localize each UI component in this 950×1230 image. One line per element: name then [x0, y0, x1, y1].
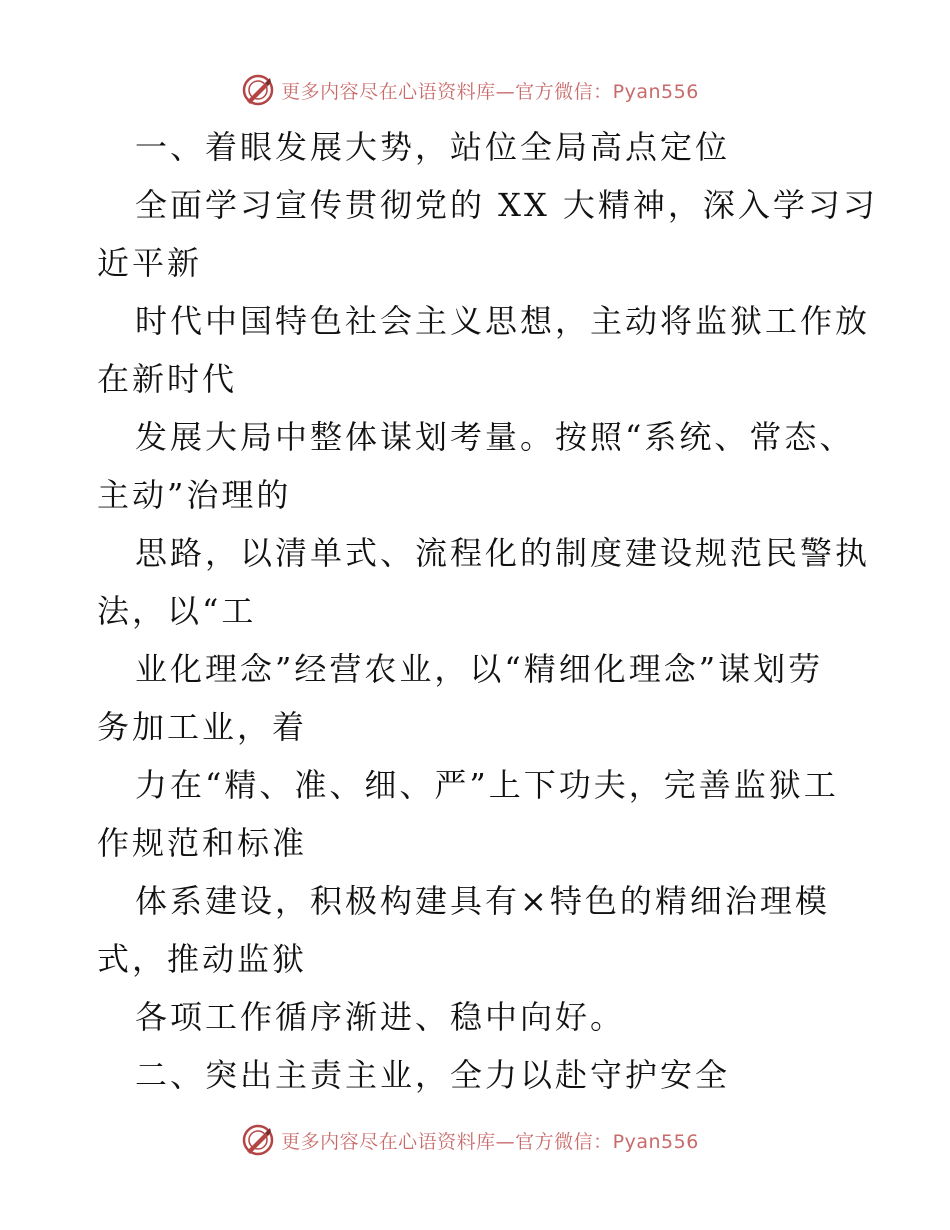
body-line: 力在“精、准、细、严”上下功夫，完善监狱工 — [135, 766, 839, 804]
body-line: 体系建设，积极构建具有×特色的精细治理模 — [135, 882, 830, 920]
footer-banner-inner — [241, 1123, 699, 1157]
body-line: 务加工业，着 — [97, 708, 308, 746]
header-banner-text: 更多内容尽在心语资料库—官方微信：Pyan556 — [281, 80, 699, 103]
body-line: 近平新 — [97, 244, 203, 282]
seal-pen-logo-icon — [241, 1123, 275, 1157]
body-line: 发展大局中整体谋划考量。按照“系统、常态、 — [135, 418, 855, 456]
body-line: 一、着眼发展大势，站位全局高点定位 — [135, 128, 731, 166]
document-body — [97, 118, 878, 1104]
seal-pen-logo-icon — [241, 73, 275, 107]
body-line: 法，以“工 — [97, 592, 257, 630]
body-line: 式，推动监狱 — [97, 940, 308, 978]
body-line: 全面学习宣传贯彻党的 XX 大精神，深入学习习 — [135, 186, 878, 224]
body-line: 作规范和标准 — [97, 824, 308, 862]
header-banner — [0, 70, 950, 110]
body-line: 时代中国特色社会主义思想，主动将监狱工作放 — [135, 302, 871, 340]
footer-banner — [0, 1120, 950, 1160]
body-line: 业化理念”经营农业，以“精细化理念”谋划劳 — [135, 650, 824, 688]
body-line: 各项工作循序渐进、稳中向好。 — [135, 998, 626, 1036]
body-line: 思路，以清单式、流程化的制度建设规范民警执 — [135, 534, 871, 572]
body-line: 二、突出主责主业，全力以赴守护安全 — [135, 1056, 731, 1094]
footer-banner-text: 更多内容尽在心语资料库—官方微信：Pyan556 — [281, 1130, 699, 1153]
header-banner-inner — [241, 73, 699, 107]
body-line: 在新时代 — [97, 360, 238, 398]
body-line: 主动”治理的 — [97, 476, 292, 514]
